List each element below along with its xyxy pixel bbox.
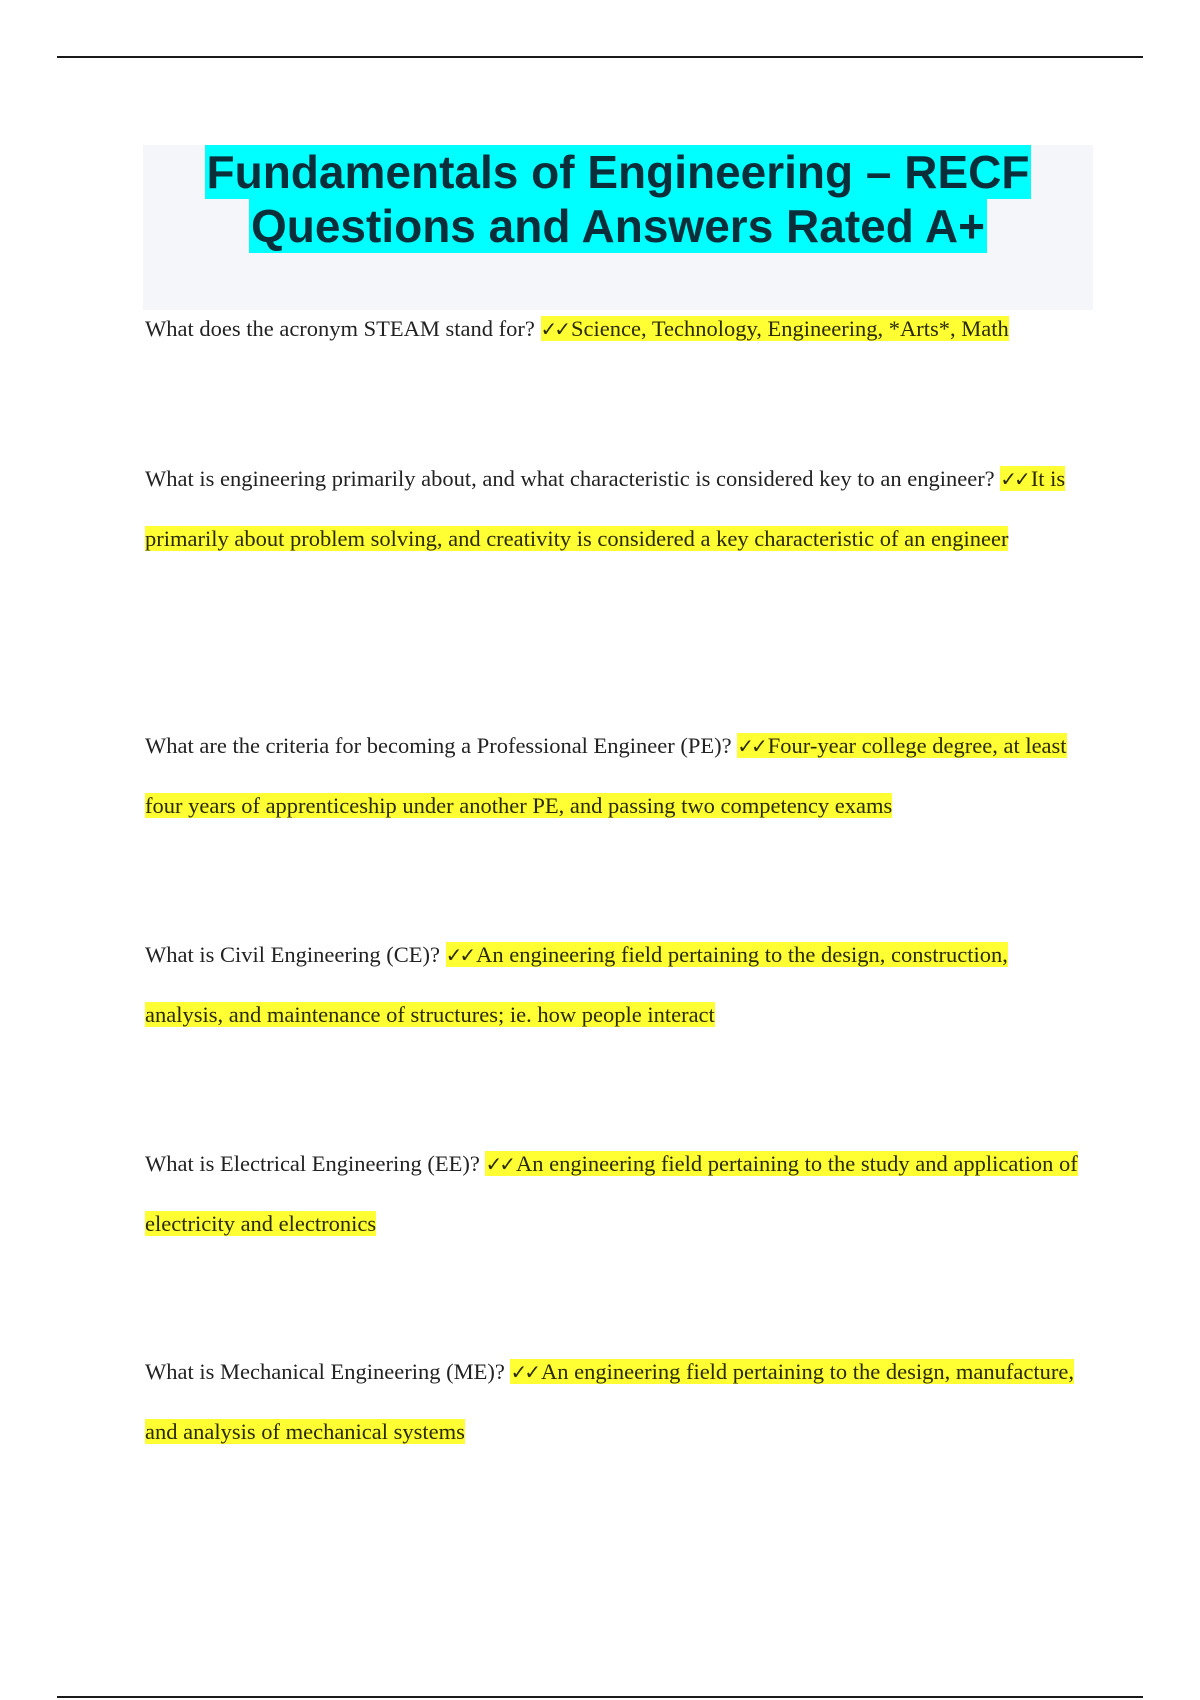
question-text: What is engineering primarily about, and what characteristic is considered key to an engineer?: [145, 466, 995, 491]
question-text: What is Mechanical Engineering (ME)?: [145, 1359, 505, 1384]
question-text: What are the criteria for becoming a Professional Engineer (PE)?: [145, 733, 732, 758]
double-check-icon: ✓✓: [1000, 467, 1028, 491]
footer-rule: [57, 1696, 1143, 1698]
double-check-icon: ✓✓: [737, 734, 765, 758]
qa-item-ce: [145, 925, 1085, 1045]
question-text: What is Civil Engineering (CE)?: [145, 942, 440, 967]
double-check-icon: ✓✓: [445, 943, 474, 967]
question-text: What does the acronym STEAM stand for?: [145, 316, 535, 341]
qa-item-ee: [145, 1134, 1085, 1254]
qa-item-steam: [145, 299, 1085, 359]
question-text: What is Electrical Engineering (EE)?: [145, 1151, 480, 1176]
header-rule: [57, 56, 1143, 58]
double-check-icon: ✓✓: [485, 1152, 513, 1176]
answer-text: Four-year college degree, at least four years of apprenticeship under another PE, and passing two competency exams: [145, 733, 1067, 818]
answer-text: An engineering field pertaining to the design, manufacture, and analysis of mechanical systems: [145, 1359, 1074, 1444]
qa-item-engineering: [145, 449, 1085, 569]
answer-text: Science, Technology, Engineering, *Arts*, Math: [571, 316, 1009, 341]
double-check-icon: ✓✓: [540, 317, 569, 341]
qa-item-me: [145, 1342, 1085, 1462]
answer-text: An engineering field pertaining to the study and application of electricity and electronics: [145, 1151, 1078, 1236]
qa-item-pe: [145, 716, 1085, 836]
answer-text: It is primarily about problem solving, and creativity is considered a key characteristic of an engineer: [145, 466, 1066, 551]
title-line-1: Fundamentals of Engineering – RECF: [206, 146, 1030, 198]
answer-highlight: [541, 316, 1009, 341]
title-line-2: Questions and Answers Rated A+: [250, 200, 986, 252]
document-title: [143, 145, 1093, 310]
answer-text: An engineering field pertaining to the design, construction, analysis, and maintenance of structures; ie. how people interact: [145, 942, 1008, 1027]
double-check-icon: ✓✓: [510, 1360, 538, 1384]
